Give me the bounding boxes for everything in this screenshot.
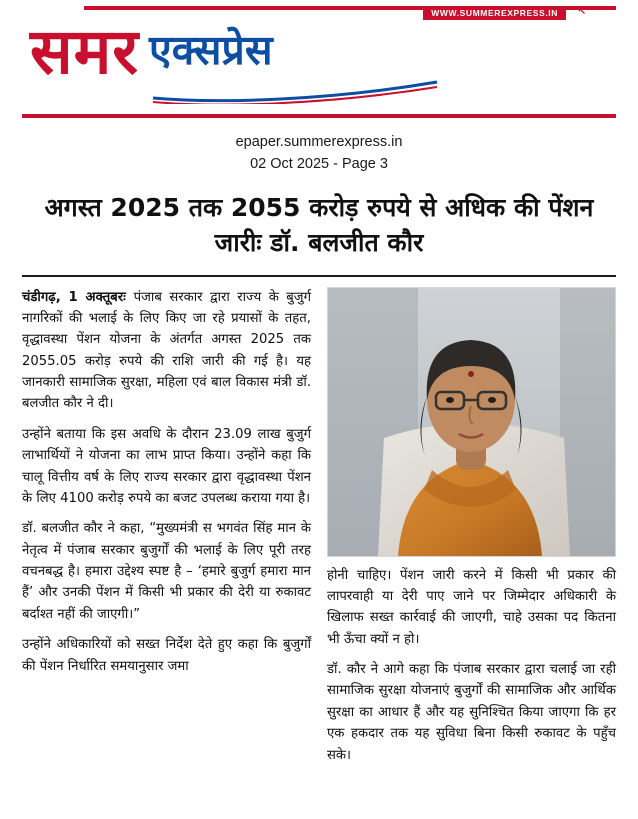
epaper-url: epaper.summerexpress.in	[235, 134, 403, 150]
article-paragraph: होनी चाहिए। पेंशन जारी करने में किसी भी प्रकार की लापरवाही या देरी पाए जाने पर जिम्मेदार अधिकारी के खिलाफ सख्त कार्रवाई की जाएगी, चाहे उसका पद कितना भी ऊँचा क्यों न हो।	[327, 567, 616, 647]
epaper-meta	[0, 118, 638, 178]
article-paragraph-text: पंजाब सरकार द्वारा राज्य के बुजुर्ग नागरिकों की भलाई के लिए किए जा रहे प्रयासों के तहत, वृद्धावस्था पेंशन योजना के अंतर्गत अगस्त 2025 तक 2055.05 करोड़ रुपये की राशि जारी की गई है। यह जानकारी सामाजिक सुरक्षा, महिला एवं बाल विकास मंत्री डॉ. बलजीत कौर ने दी।	[22, 289, 311, 412]
article-paragraph: डॉ. कौर ने आगे कहा कि पंजाब सरकार द्वारा चलाई जा रही सामाजिक सुरक्षा योजनाएं बुजुर्गों की सामाजिक और आर्थिक सुरक्षा का आधार हैं और यह सुनिश्चित किया जाएगा कि हर एक हकदार तक यह सुविधा बिना किसी रुकावट के पहुँच सके।	[327, 662, 616, 763]
masthead-website-strip: WWW.SUMMEREXPRESS.IN	[423, 6, 566, 20]
arrow-icon: ↖	[577, 6, 586, 17]
newspaper-logo-primary: समर	[30, 15, 140, 88]
swoosh-graphic	[151, 78, 441, 104]
article-paragraph: डॉ. बलजीत कौर ने कहा, “मुख्यमंत्री स भगवंत सिंह मान के नेतृत्व में पंजाब सरकार बुजुर्गों की भलाई के लिए पूरी तरह वचनबद्ध है। हमारा उद्देश्य स्पष्ट है – ‘हमारे बुजुर्ग हमारा मान हैं’ और उनकी पेंशन में किसी भी प्रकार की देरी या रुकावट बर्दाश्त नहीं की जाएगी।”	[22, 521, 311, 622]
article-paragraph	[22, 287, 311, 415]
article-headline: अगस्त 2025 तक 2055 करोड़ रुपये से अधिक की पेंशन जारीः डॉ. बलजीत कौर	[44, 192, 594, 257]
article-body	[0, 277, 638, 775]
article-column-right	[327, 287, 616, 775]
minister-portrait-photo	[327, 287, 616, 557]
masthead	[0, 0, 638, 118]
article-paragraph: उन्होंने अधिकारियों को सख्त निर्देश देते हुए कहा कि बुजुर्गों की पेंशन निर्धारित समयानुसार जमा	[22, 637, 311, 674]
epaper-date-page: 02 Oct 2025 - Page 3	[250, 155, 388, 172]
newspaper-logo-secondary: एक्सप्रेस	[149, 26, 273, 74]
article-paragraph: उन्होंने बताया कि इस अवधि के दौरान 23.09 लाख बुजुर्ग लाभार्थियों ने योजना का लाभ प्राप्त किया। उन्होंने कहा कि चालू वित्तीय वर्ष के लिए राज्य सरकार द्वारा वृद्धावस्था पेंशन के लिए 4100 करोड़ रुपये का बजट उपलब्ध कराया गया है।	[22, 426, 311, 506]
masthead-bottom-rule	[22, 114, 616, 118]
article-column-left	[22, 287, 311, 686]
article-dateline: चंडीगढ़, 1 अक्तूबरः	[22, 289, 134, 305]
